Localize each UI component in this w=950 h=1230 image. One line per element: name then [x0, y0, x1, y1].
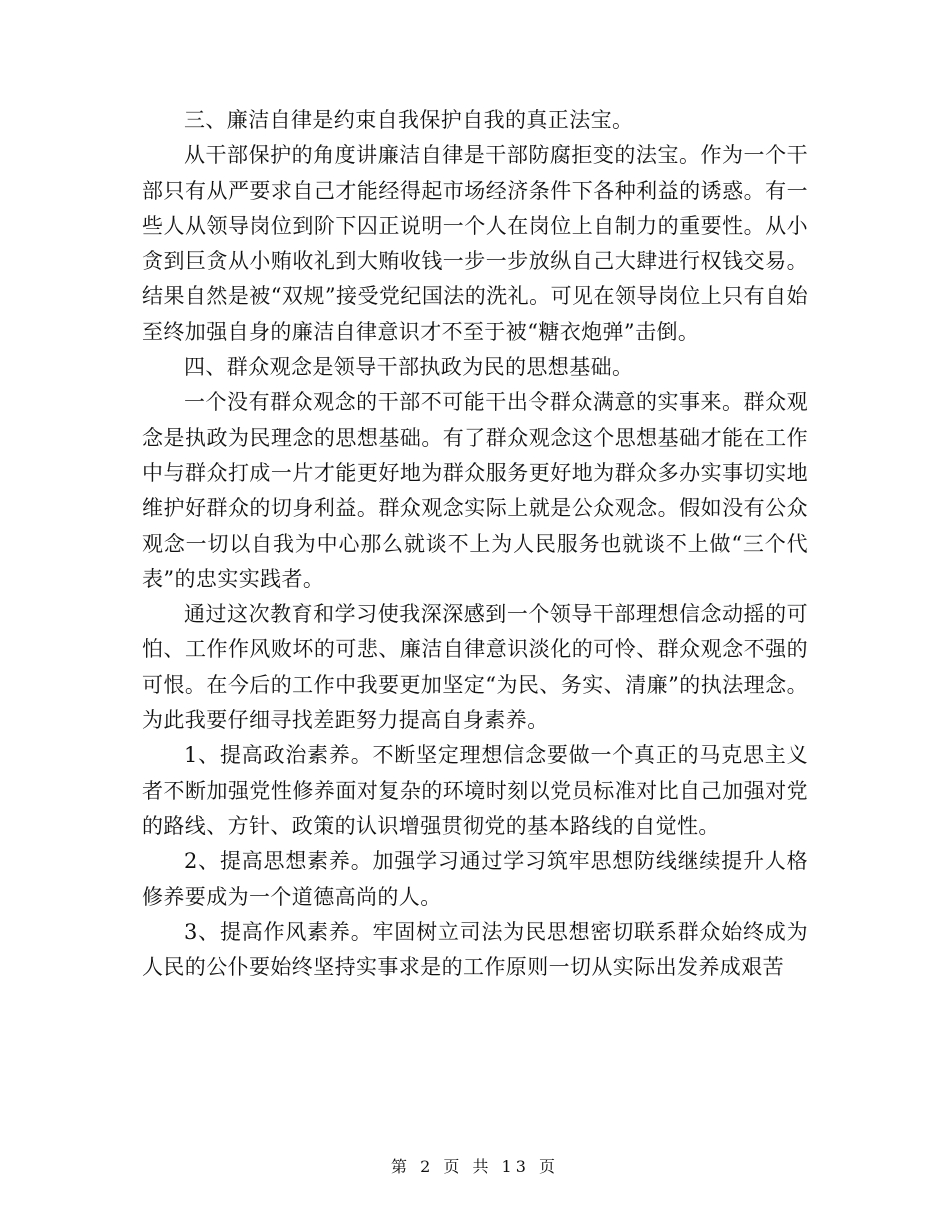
body-paragraph: 通过这次教育和学习使我深深感到一个领导干部理想信念动摇的可怕、工作作风败坏的可悲、廉洁自律意识淡化的可怜、群众观念不强的可恨。在今后的工作中我要更加坚定“为民、务实、清廉”的执法理念。为此我要仔细寻找差距努力提高自身素养。	[142, 602, 808, 733]
section-heading-4: 四、群众观念是领导干部执政为民的思想基础。	[184, 355, 634, 380]
page-number-label: 第 2 页 共 13 页	[391, 1157, 559, 1176]
section-heading-3: 三、廉洁自律是约束自我保护自我的真正法宝。	[184, 108, 634, 132]
page-footer	[0, 1154, 950, 1177]
list-item-2: 2、提高思想素养。加强学习通过学习筑牢思想防线继续提升人格修养要成为一个道德高尚的人。	[142, 849, 808, 909]
list-item-3: 3、提高作风素养。牢固树立司法为民思想密切联系群众始终成为人民的公仆要始终坚持实事求是的工作原则一切从实际出发养成艰苦	[142, 919, 808, 980]
list-item-1: 1、提高政治素养。不断坚定理想信念要做一个真正的马克思主义者不断加强党性修养面对复杂的环境时刻以党员标准对比自己加强对党的路线、方针、政策的认识增强贯彻党的基本路线的自觉性。	[142, 743, 808, 838]
body-paragraph: 从干部保护的角度讲廉洁自律是干部防腐拒变的法宝。作为一个干部只有从严要求自己才能经得起市场经济条件下各种利益的诱惑。有一些人从领导岗位到阶下囚正说明一个人在岗位上自制力的重要性。从小贪到巨贪从小贿收礼到大贿收钱一步一步放纵自己大肆进行权钱交易。结果自然是被“双规”接受党纪国法的洗礼。可见在领导岗位上只有自始至终加强自身的廉洁自律意识才不至于被“糖衣炮弹”击倒。	[142, 143, 808, 344]
body-paragraph: 一个没有群众观念的干部不可能干出令群众满意的实事来。群众观念是执政为民理念的思想基础。有了群众观念这个思想基础才能在工作中与群众打成一片才能更好地为群众服务更好地为群众多办实事切实地维护好群众的切身利益。群众观念实际上就是公众观念。假如没有公众观念一切以自我为中心那么就谈不上为人民服务也就谈不上做“三个代表”的忠实实践者。	[142, 390, 808, 591]
document-body	[142, 103, 808, 985]
